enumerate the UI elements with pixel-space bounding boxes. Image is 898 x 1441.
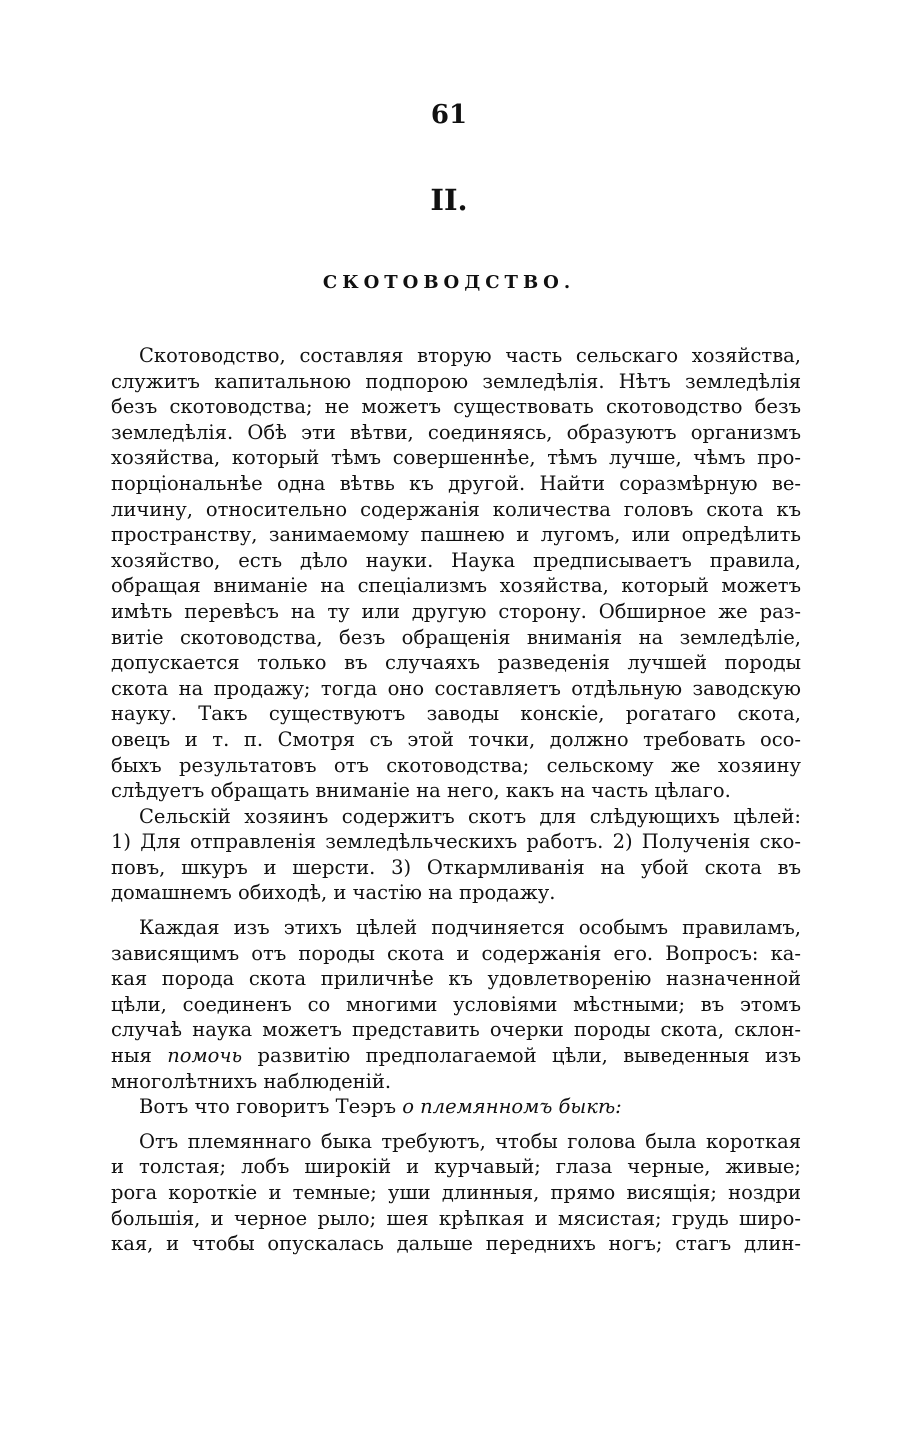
text-line: рога короткіе и темные; уши длинныя, прямо висящія; ноздри bbox=[111, 1181, 801, 1204]
text-line: слѣдуетъ обращать вниманіе на него, какъ на часть цѣлаго. bbox=[111, 779, 731, 803]
text-line: Скотоводство, составляя вторую часть сельскаго хозяйства, bbox=[139, 344, 801, 367]
text-line: земледѣлія. Обѣ эти вѣтви, соединяясь, образуютъ организмъ bbox=[111, 420, 801, 444]
text-line: зависящимъ отъ породы скота и содержанія его. Вопросъ: ка- bbox=[111, 941, 801, 965]
text-line: большія, и черное рыло; шея крѣпкая и мясистая; грудь широ- bbox=[111, 1206, 801, 1230]
text-line: 1) Для отправленія земледѣльческихъ работъ. 2) Полученія ско- bbox=[111, 830, 801, 854]
text-line: кая, и чтобы опускалась дальше переднихъ ногъ; стагъ длин- bbox=[111, 1232, 801, 1256]
emphasis-text: о племянномъ быкѣ: bbox=[402, 1095, 622, 1119]
text-line: Отъ племяннаго быка требуютъ, чтобы голова была короткая bbox=[139, 1129, 801, 1153]
text-line: хозяйства, который тѣмъ совершеннѣе, тѣмъ лучше, чѣмъ про- bbox=[111, 446, 801, 470]
text-line: быхъ результатовъ отъ скотоводства; сельскому же хозяину bbox=[111, 753, 801, 777]
text-line: порціональнѣе одна вѣтвь къ другой. Найти соразмѣрную ве- bbox=[111, 471, 801, 495]
text-line: цѣли, соединенъ со многими условіями мѣстными; въ этомъ bbox=[111, 992, 801, 1016]
emphasis-text: помочь bbox=[167, 1044, 243, 1068]
chapter-number: II. bbox=[430, 183, 468, 217]
text-run: развитію предполагаемой цѣли, выведенныя изъ bbox=[242, 1044, 801, 1068]
text-line: допускается только въ случаяхъ разведенія лучшей породы bbox=[111, 651, 801, 675]
text-run: ныя bbox=[111, 1044, 168, 1068]
text-line: служитъ капитальною подпорою земледѣлія. Нѣтъ земледѣлія bbox=[111, 369, 801, 393]
text-line: имѣть перевѣсъ на ту или другую сторону. Обширное же раз- bbox=[111, 599, 801, 623]
text-line: кая порода скота приличнѣе къ удовлетворенію назначенной bbox=[111, 967, 801, 991]
text-line: многолѣтнихъ наблюденій. bbox=[111, 1069, 392, 1093]
text-line: овецъ и т. п. Смотря съ этой точки, должно требовать осо- bbox=[111, 727, 801, 751]
text-line: витіе скотоводства, безъ обращенія вниманія на земледѣліе, bbox=[111, 625, 801, 649]
text-line: домашнемъ обиходѣ, и частію на продажу. bbox=[111, 881, 556, 905]
body-text bbox=[111, 343, 801, 1257]
text-line: случаѣ наука можетъ представить очерки породы скота, склон- bbox=[111, 1018, 801, 1042]
text-line: повъ, шкуръ и шерсти. 3) Откармливанія на убой скота въ bbox=[111, 855, 801, 879]
text-line: безъ скотоводства; не можетъ существовать скотоводство безъ bbox=[111, 395, 801, 419]
text-line: обращая вниманіе на спеціализмъ хозяйства, который можетъ bbox=[111, 574, 801, 598]
text-line: Каждая изъ этихъ цѣлей подчиняется особымъ правиламъ, bbox=[139, 916, 801, 940]
text-line: пространству, занимаемому пашнею и лугомъ, или опредѣлить bbox=[111, 523, 801, 547]
text-line bbox=[111, 1043, 801, 1069]
text-run: Вотъ что говоритъ Теэръ bbox=[139, 1095, 403, 1119]
text-line: науку. Такъ существуютъ заводы конскіе, рогатаго скота, bbox=[111, 702, 801, 726]
text-line: скота на продажу; тогда оно составляетъ отдѣльную заводскую bbox=[111, 676, 801, 700]
page-number: 61 bbox=[430, 100, 468, 130]
text-line bbox=[111, 1094, 801, 1120]
text-line: Сельскій хозяинъ содержитъ скотъ для слѣдующихъ цѣлей: bbox=[139, 804, 801, 828]
chapter-title: СКОТОВОДСТВО. bbox=[322, 272, 576, 293]
text-line: хозяйство, есть дѣло науки. Наука предписываетъ правила, bbox=[111, 548, 801, 572]
text-line: и толстая; лобъ широкій и курчавый; глаза черные, живые; bbox=[111, 1155, 801, 1179]
text-line: личину, относительно содержанія количества головъ скота къ bbox=[111, 497, 801, 521]
